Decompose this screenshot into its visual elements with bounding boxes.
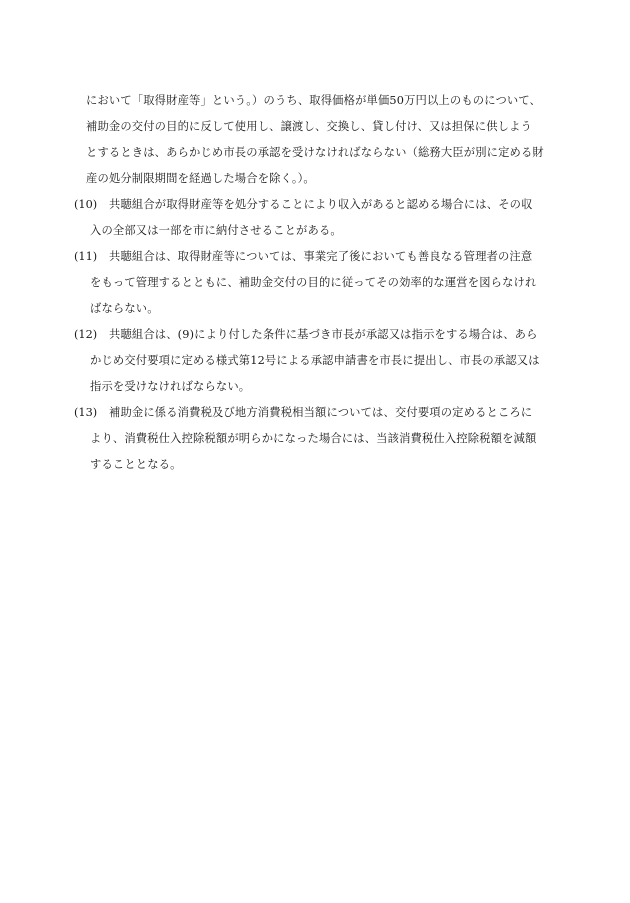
continuation-paragraph bbox=[86, 88, 556, 192]
list-item bbox=[74, 322, 560, 400]
numbered-items bbox=[74, 192, 560, 478]
list-item bbox=[74, 400, 560, 478]
paragraph-line: とするときは、あらかじめ市長の承認を受けなければならない（総務大臣が別に定める財 bbox=[86, 146, 544, 159]
item-first-line: 共聴組合は、取得財産等については、事業完了後においても善良なる管理者の注意 bbox=[109, 250, 533, 263]
list-item bbox=[74, 192, 560, 244]
item-continuation-line: 指示を受けなければならない。 bbox=[90, 380, 251, 393]
item-number: (10) bbox=[74, 198, 98, 211]
item-continuation-line: ばならない。 bbox=[90, 302, 159, 315]
item-number: (11) bbox=[74, 250, 98, 263]
paragraph-line: 補助金の交付の目的に反して使用し、譲渡し、交換し、貸し付け、又は担保に供しよう bbox=[86, 120, 532, 133]
item-first-line: 共聴組合は、(9)により付した条件に基づき市長が承認又は指示をする場合は、あら bbox=[109, 328, 538, 341]
list-item bbox=[74, 244, 560, 322]
item-continuation-line: 入の全部又は一部を市に納付させることがある。 bbox=[90, 224, 342, 237]
paragraph-line: において「取得財産等」という。）のうち、取得価格が単価50万円以上のものについて、 bbox=[86, 94, 542, 107]
item-continuation-line: することとなる。 bbox=[90, 458, 182, 471]
item-first-line: 共聴組合が取得財産等を処分することにより収入があると認める場合には、その収 bbox=[109, 198, 533, 211]
item-first-line: 補助金に係る消費税及び地方消費税相当額については、交付要項の定めるところに bbox=[109, 406, 533, 419]
item-continuation-line: をもって管理するとともに、補助金交付の目的に従ってその効率的な運営を図らなけれ bbox=[90, 276, 537, 289]
item-number: (12) bbox=[74, 328, 98, 341]
item-continuation-line: より、消費税仕入控除税額が明らかになった場合には、当該消費税仕入控除税額を減額 bbox=[90, 432, 537, 445]
item-number: (13) bbox=[74, 406, 98, 419]
item-continuation-line: かじめ交付要項に定める様式第12号による承認申請書を市長に提出し、市長の承認又は bbox=[90, 354, 540, 367]
paragraph-line: 産の処分制限期間を経過した場合を除く。）。 bbox=[86, 172, 315, 185]
